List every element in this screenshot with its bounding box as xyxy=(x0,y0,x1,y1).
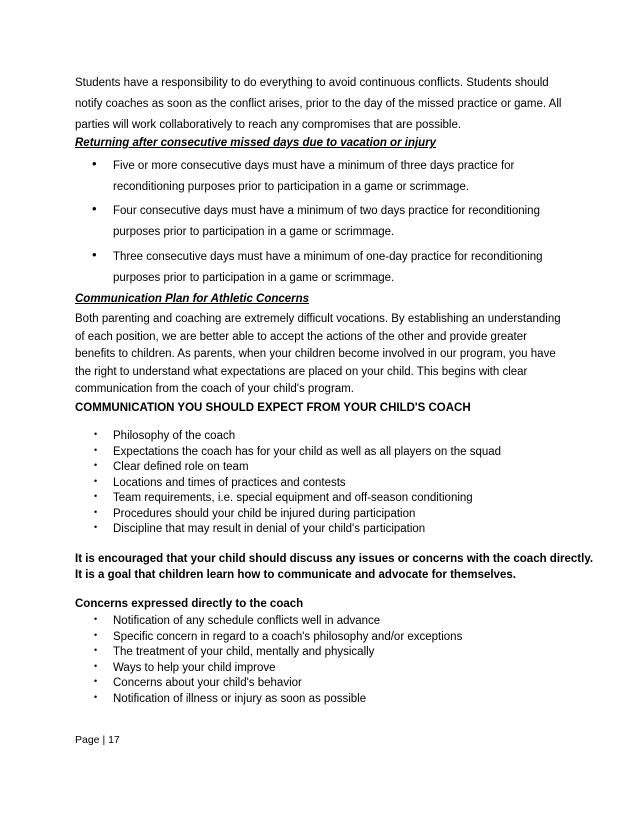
list-item-text: Notification of any schedule conflicts well in advance xyxy=(113,615,381,627)
list-item-text: Specific concern in regard to a coach's philosophy and/or exceptions xyxy=(113,630,463,643)
list-item xyxy=(75,429,575,445)
list-item-text: The treatment of your child, mentally and physically xyxy=(113,646,375,658)
list-item-text: Procedures should your child be injured during participation xyxy=(113,507,416,520)
bullet-icon: • xyxy=(94,444,98,455)
list-item-text: Ways to help your child improve xyxy=(113,661,276,674)
list-item xyxy=(75,491,575,507)
list-item xyxy=(75,692,575,708)
communication-heading: Communication Plan for Athletic Concerns xyxy=(75,293,310,305)
bullet-icon: • xyxy=(94,660,98,671)
expect-heading: COMMUNICATION YOU SHOULD EXPECT FROM YOUR CHILD'S COACH xyxy=(75,402,471,414)
list-item xyxy=(75,522,575,538)
returning-heading: Returning after consecutive missed days due to vacation or injury xyxy=(75,137,437,149)
bullet-icon: • xyxy=(94,475,98,486)
list-item-text: Three consecutive days must have a minimum of one-day practice for reconditioning purposes prior to participation in a game or scrimmage. xyxy=(113,251,543,284)
concerns-heading: Concerns expressed directly to the coach xyxy=(75,598,304,610)
bullet-icon: • xyxy=(94,491,98,501)
bullet-icon: • xyxy=(94,691,98,702)
bullet-icon: • xyxy=(94,676,98,686)
page-footer: Page | 17 xyxy=(75,734,120,746)
list-item xyxy=(75,201,575,243)
bullet-icon: • xyxy=(94,460,98,470)
encourage-line-2: It is a goal that children learn how to communicate and advocate for themselves. xyxy=(75,569,516,581)
list-item xyxy=(75,156,575,198)
communication-paragraph: Both parenting and coaching are extremely difficult vocations. By establishing an understanding of each position, we are better able to accept the actions of the other and provide greater benefits to children. As parents, when your children become involved in our program, you have the right to understand what expectations are placed on your child. This begins with clear communication from the coach of your child's program. xyxy=(75,313,561,395)
list-item-text: Clear defined role on team xyxy=(113,461,249,473)
list-item xyxy=(75,476,575,492)
list-item-text: Team requirements, i.e. special equipment and off-season conditioning xyxy=(113,492,473,504)
list-item xyxy=(75,661,575,677)
list-item xyxy=(75,645,575,661)
returning-list xyxy=(75,247,575,289)
bullet-icon: • xyxy=(94,645,98,655)
expect-list xyxy=(75,429,575,538)
list-item xyxy=(75,614,575,630)
list-item-text: Five or more consecutive days must have a minimum of three days practice for reconditioning purposes prior to participation in a game or scrimmage. xyxy=(113,160,515,193)
bullet-icon: • xyxy=(92,201,97,216)
list-item-text: Discipline that may result in denial of your child's participation xyxy=(113,523,426,535)
list-item xyxy=(75,630,575,646)
list-item-text: Concerns about your child's behavior xyxy=(113,677,302,689)
bullet-icon: • xyxy=(94,629,98,640)
list-item-text: Notification of illness or injury as soon as possible xyxy=(113,692,367,705)
bullet-icon: • xyxy=(94,614,98,624)
list-item xyxy=(75,445,575,461)
bullet-icon: • xyxy=(92,156,97,171)
list-item-text: Expectations the coach has for your child as well as all players on the squad xyxy=(113,445,502,458)
bullet-icon: • xyxy=(94,429,98,439)
intro-paragraph: Students have a responsibility to do everything to avoid continuous conflicts. Students should notify coaches as soon as the conflict arises, prior to the day of the missed practice or game. All parties will work collaboratively to reach any compromises that are possible. xyxy=(75,77,562,131)
returning-list xyxy=(75,156,575,198)
list-item xyxy=(75,247,575,289)
list-item-text: Locations and times of practices and contests xyxy=(113,476,346,489)
bullet-icon: • xyxy=(94,522,98,532)
returning-list xyxy=(75,201,575,243)
bullet-icon: • xyxy=(92,247,97,262)
list-item-text: Four consecutive days must have a minimum of two days practice for reconditioning purposes prior to participation in a game or scrimmage. xyxy=(113,205,540,238)
list-item-text: Philosophy of the coach xyxy=(113,430,236,442)
list-item xyxy=(75,507,575,523)
encourage-line-1: It is encouraged that your child should discuss any issues or concerns with the coach directly. xyxy=(75,553,594,565)
concerns-list xyxy=(75,614,575,707)
list-item xyxy=(75,676,575,692)
bullet-icon: • xyxy=(94,506,98,517)
list-item xyxy=(75,460,575,476)
